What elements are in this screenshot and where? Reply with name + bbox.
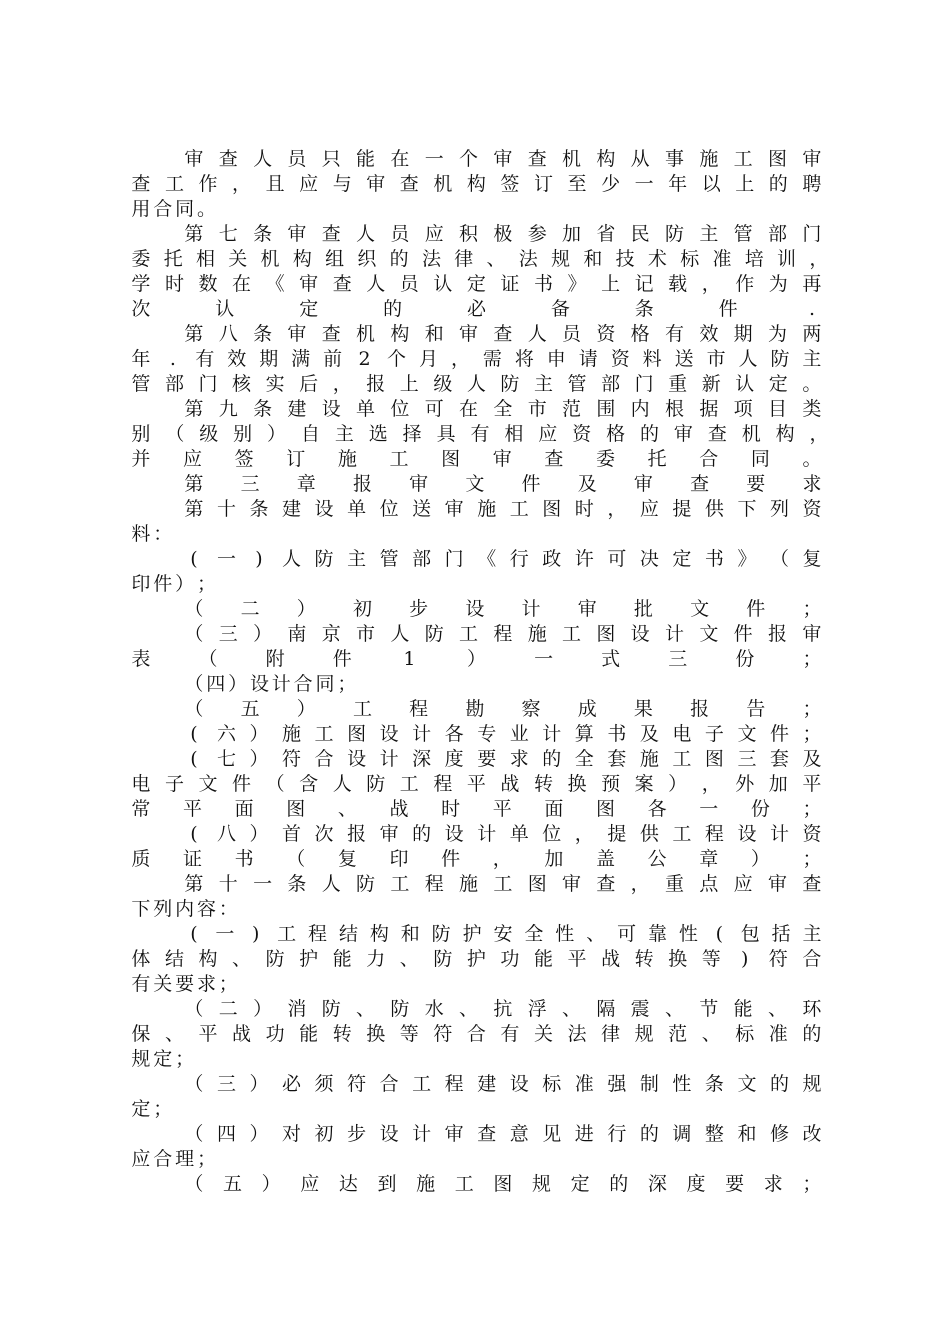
text-line: 第 八 条 审 查 机 构 和 审 查 人 员 资 格 有 效 期 为 两 bbox=[184, 323, 822, 345]
text-line: ( 一 ) 工 程 结 构 和 防 护 安 全 性 、 可 靠 性 ( 包 括 主 bbox=[190, 923, 822, 945]
text-line: ( 一 ) 人 防 主 管 部 门 《 行 政 许 可 决 定 书 》 （ 复 bbox=[190, 548, 822, 570]
text-line: （ 四 ） 对 初 步 设 计 审 查 意 见 进 行 的 调 整 和 修 改 bbox=[184, 1123, 822, 1145]
text-line: 第 十 一 条 人 防 工 程 施 工 图 审 查 ， 重 点 应 审 查 bbox=[184, 873, 822, 895]
text-line: ( 八 ） 首 次 报 审 的 设 计 单 位 ， 提 供 工 程 设 计 资 bbox=[190, 823, 822, 845]
text-line: 应 合 理 ； bbox=[131, 1148, 216, 1170]
text-line: （ 五 ） 工 程 勘 察 成 果 报 告 ； bbox=[184, 698, 822, 720]
text-line: （ 三 ） 南 京 市 人 防 工 程 施 工 图 设 计 文 件 报 审 bbox=[184, 623, 822, 645]
text-line: 次 认 定 的 必 备 条 件 . bbox=[131, 298, 816, 320]
text-line: 表 （ 附 件 1 ） 一 式 三 份 ； bbox=[131, 648, 822, 670]
text-line: 印 件 ） ； bbox=[131, 573, 216, 595]
text-line: 常 平 面 图 、 战 时 平 面 图 各 一 份 ； bbox=[131, 798, 822, 820]
text-line: 保 、 平 战 功 能 转 换 等 符 合 有 关 法 律 规 范 、 标 准 的 bbox=[131, 1023, 822, 1045]
text-line: （ 三 ） 必 须 符 合 工 程 建 设 标 准 强 制 性 条 文 的 规 bbox=[184, 1073, 822, 1095]
text-line: 审 查 人 员 只 能 在 一 个 审 查 机 构 从 事 施 工 图 审 bbox=[184, 148, 822, 170]
text-line: 定 ； bbox=[131, 1098, 173, 1120]
chapter-heading: 第 三 章 报 审 文 件 及 审 查 要 求 bbox=[184, 473, 822, 495]
text-line: 年 . 有 效 期 满 前 2 个 月 ， 需 将 申 请 资 料 送 市 人 防 主 bbox=[131, 348, 822, 370]
text-line: （ 四 ） 设 计 合 同 ； bbox=[184, 673, 357, 695]
text-line: 第 九 条 建 设 单 位 可 在 全 市 范 围 内 根 据 项 目 类 bbox=[184, 398, 822, 420]
text-line: 管 部 门 核 实 后 ， 报 上 级 人 防 主 管 部 门 重 新 认 定 。 bbox=[131, 373, 822, 395]
text-line: 体 结 构 、 防 护 能 力 、 防 护 功 能 平 战 转 换 等 ) 符 合 bbox=[131, 948, 822, 970]
text-line: 下 列 内 容 ： bbox=[131, 898, 238, 920]
text-line: ( 七 ） 符 合 设 计 深 度 要 求 的 全 套 施 工 图 三 套 及 bbox=[190, 748, 822, 770]
text-line: 质 证 书 （ 复 印 件 ， 加 盖 公 章 ） ； bbox=[131, 848, 822, 870]
text-line: 查 工 作 ， 且 应 与 审 查 机 构 签 订 至 少 一 年 以 上 的 聘 bbox=[131, 173, 822, 195]
text-line: 规 定 ； bbox=[131, 1048, 195, 1070]
text-line: （ 五 ） 应 达 到 施 工 图 规 定 的 深 度 要 求 ； bbox=[184, 1173, 822, 1195]
text-line: 电 子 文 件 （ 含 人 防 工 程 平 战 转 换 预 案 ） ， 外 加 平 bbox=[131, 773, 822, 795]
text-line: ( 六 ） 施 工 图 设 计 各 专 业 计 算 书 及 电 子 文 件 ； bbox=[190, 723, 822, 745]
text-line: 学 时 数 在 《 审 查 人 员 认 定 证 书 》 上 记 载 ， 作 为 再 bbox=[131, 273, 822, 295]
text-line: 用 合 同 。 bbox=[131, 198, 216, 220]
text-line: （ 二 ） 消 防 、 防 水 、 抗 浮 、 隔 震 、 节 能 、 环 bbox=[184, 998, 822, 1020]
text-line: 料 ： bbox=[131, 523, 173, 545]
text-line: （ 二 ） 初 步 设 计 审 批 文 件 ； bbox=[184, 598, 822, 620]
text-line: 第 七 条 审 查 人 员 应 积 极 参 加 省 民 防 主 管 部 门 bbox=[184, 223, 822, 245]
text-line: 有 关 要 求 ； bbox=[131, 973, 238, 995]
text-line: 别 （ 级 别 ） 自 主 选 择 具 有 相 应 资 格 的 审 查 机 构 ， bbox=[131, 423, 829, 445]
text-line: 委 托 相 关 机 构 组 织 的 法 律 、 法 规 和 技 术 标 准 培 训 ， bbox=[131, 248, 829, 270]
text-line: 并 应 签 订 施 工 图 审 查 委 托 合 同 。 bbox=[131, 448, 822, 470]
text-line: 第 十 条 建 设 单 位 送 审 施 工 图 时 ， 应 提 供 下 列 资 bbox=[184, 498, 822, 520]
